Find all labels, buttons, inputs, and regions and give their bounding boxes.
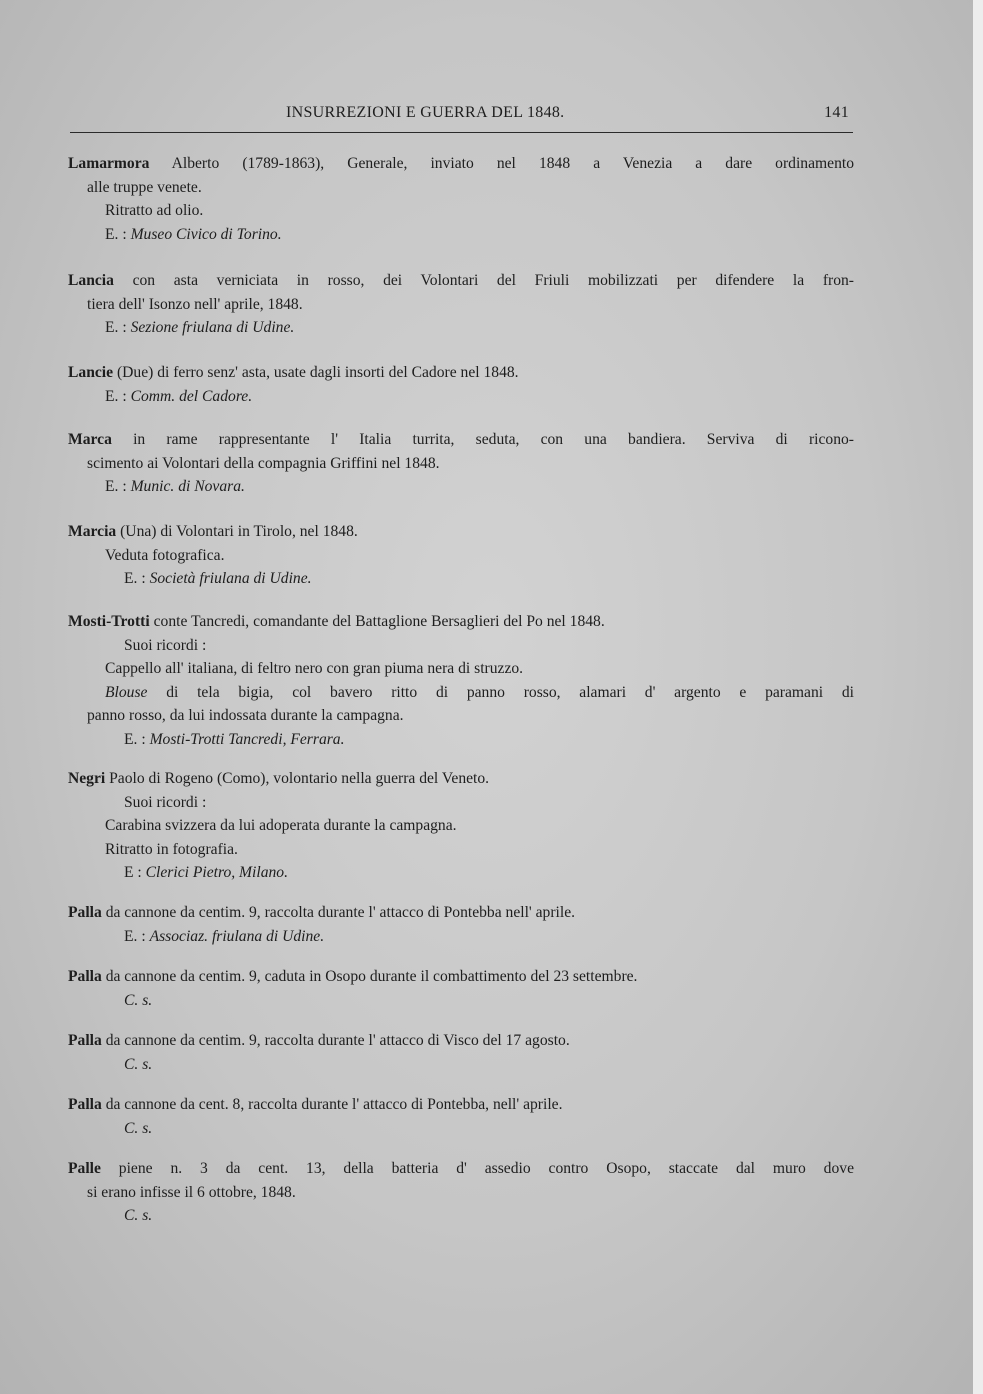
- running-title: INSURREZIONI E GUERRA DEL 1848.: [286, 104, 565, 121]
- catalog-entry: [68, 767, 854, 885]
- catalog-entry: [68, 269, 854, 340]
- page-number: 141: [824, 104, 849, 121]
- entry-text: (Una) di Volontari in Tirolo, nel 1848.: [116, 523, 358, 540]
- entry-item: Carabina svizzera da lui adoperata durante la campagna.: [105, 817, 457, 834]
- page-edge: [973, 0, 983, 1394]
- exhibitor-name: Munic. di Novara.: [130, 478, 245, 495]
- entry-line: [68, 1093, 854, 1117]
- entry-line: tiera dell' Isonzo nell' aprile, 1848.: [87, 295, 303, 313]
- catalog-entry: [68, 965, 854, 1012]
- entry-subline: Ritratto ad olio.: [105, 202, 204, 219]
- exhibitor-prefix: E. :: [124, 570, 150, 587]
- entry-line: [68, 361, 854, 385]
- entry-heading: Mosti-Trotti: [68, 613, 150, 630]
- exhibitor-name: Associaz. friulana di Udine.: [149, 927, 325, 945]
- exhibitor-line: [68, 728, 854, 752]
- catalog-entry: [68, 1029, 854, 1076]
- entry-heading: Palle: [68, 1160, 101, 1177]
- exhibitor-prefix: E :: [124, 864, 146, 881]
- exhibitor-line: [68, 861, 854, 885]
- entry-line: scimento ai Volontari della compagnia Griffini nel 1848.: [87, 454, 440, 472]
- exhibitor-name: Comm. del Cadore.: [130, 387, 253, 405]
- running-header: [70, 104, 853, 128]
- entry-line: [68, 767, 854, 791]
- entry-line: [68, 428, 854, 452]
- entry-heading: Palla: [68, 1096, 102, 1113]
- catalog-entry: [68, 152, 854, 246]
- entry-line: [68, 965, 854, 989]
- catalog-entry: [68, 1093, 854, 1140]
- exhibitor-line: [68, 316, 854, 340]
- entry-line: [68, 901, 854, 925]
- entry-text: conte Tancredi, comandante del Battaglione Bersaglieri del Po nel 1848.: [149, 613, 605, 630]
- exhibitor-name: C. s.: [124, 1055, 153, 1073]
- entry-item: Ritratto in fotografia.: [105, 840, 238, 858]
- exhibitor-prefix: E. :: [105, 319, 131, 336]
- entry-text: da cannone da cent. 8, raccolta durante l' attacco di Pontebba, nell' aprile.: [101, 1096, 563, 1113]
- header-rule: [70, 132, 853, 133]
- catalog-entry: [68, 428, 854, 499]
- entry-line: [68, 610, 854, 634]
- exhibitor-line: [68, 989, 854, 1013]
- entry-heading: Palla: [68, 968, 102, 985]
- entry-text: in rame rappresentante l' Italia turrita, seduta, con una bandiera. Serviva di ricono-: [111, 431, 854, 448]
- entry-heading: Negri: [68, 770, 106, 787]
- exhibitor-prefix: E. :: [124, 927, 150, 945]
- entry-line: alle truppe venete.: [87, 178, 202, 196]
- exhibitor-prefix: E. :: [124, 730, 150, 748]
- entry-text: Alberto (1789-1863), Generale, inviato nel 1848 a Venezia a dare ordinamento: [149, 155, 854, 172]
- entry-line: [68, 520, 854, 544]
- entry-text: con asta verniciata in rosso, dei Volontari del Friuli mobilizzati per difendere la fron-: [113, 272, 854, 289]
- entry-heading: Lamarmora: [68, 155, 150, 172]
- exhibitor-line: [68, 1204, 854, 1228]
- entry-item-head: Blouse: [105, 683, 148, 701]
- entry-text: da cannone da centim. 9, raccolta durante l' attacco di Pontebba nell' aprile.: [101, 904, 576, 921]
- entry-heading: Lancia: [68, 272, 114, 289]
- catalog-entry: [68, 361, 854, 408]
- entry-text: da cannone da centim. 9, caduta in Osopo durante il combattimento del 23 settembre.: [101, 968, 638, 985]
- exhibitor-line: [68, 223, 854, 247]
- exhibitor-line: [68, 475, 854, 499]
- exhibitor-name: Sezione friulana di Udine.: [130, 319, 295, 336]
- entry-line: [68, 269, 854, 293]
- entry-line: [68, 1157, 854, 1181]
- exhibitor-name: Museo Civico di Torino.: [130, 225, 282, 243]
- entry-heading: Lancie: [68, 364, 114, 381]
- catalog-entry: [68, 901, 854, 948]
- entry-item-text: di tela bigia, col bavero ritto di panno rosso, alamari d' argento e paramani di: [147, 683, 854, 701]
- entry-heading: Marca: [68, 431, 112, 448]
- entry-subline: Veduta fotografica.: [105, 546, 225, 564]
- entry-text: Paolo di Rogeno (Como), volontario nella guerra del Veneto.: [105, 770, 490, 787]
- exhibitor-line: [68, 1053, 854, 1077]
- exhibitor-line: [68, 567, 854, 591]
- exhibitor-name: Mosti-Trotti Tancredi, Ferrara.: [149, 730, 345, 748]
- entry-heading: Palla: [68, 1032, 102, 1049]
- catalog-entry: [68, 520, 854, 591]
- entry-text: da cannone da centim. 9, raccolta durante l' attacco di Visco del 17 agosto.: [101, 1032, 570, 1049]
- exhibitor-line: [68, 1117, 854, 1141]
- entry-line: [68, 152, 854, 176]
- entry-heading: Marcia: [68, 523, 117, 540]
- exhibitor-line: [68, 925, 854, 949]
- exhibitor-name: C. s.: [124, 1207, 153, 1224]
- exhibitor-prefix: E. :: [105, 387, 131, 405]
- catalog-entry: [68, 1157, 854, 1228]
- entry-line: si erano infisse il 6 ottobre, 1848.: [87, 1183, 296, 1201]
- exhibitor-name: C. s.: [124, 991, 153, 1009]
- entry-text: (Due) di ferro senz' asta, usate dagli insorti del Cadore nel 1848.: [113, 364, 519, 381]
- entry-subline: Suoi ricordi :: [124, 636, 207, 654]
- exhibitor-prefix: E. :: [105, 225, 131, 243]
- catalog-entry: [68, 610, 854, 751]
- exhibitor-prefix: E. :: [105, 478, 131, 495]
- exhibitor-name: Società friulana di Udine.: [149, 570, 312, 587]
- entry-heading: Palla: [68, 904, 102, 921]
- entry-item: [68, 681, 854, 705]
- entry-subline: Suoi ricordi :: [124, 793, 207, 811]
- entry-line: [68, 1029, 854, 1053]
- exhibitor-line: [68, 385, 854, 409]
- exhibitor-name: Clerici Pietro, Milano.: [145, 864, 289, 881]
- entry-item: panno rosso, da lui indossata durante la campagna.: [87, 707, 404, 724]
- exhibitor-name: C. s.: [124, 1119, 153, 1137]
- entry-text: piene n. 3 da cent. 13, della batteria d' assedio contro Osopo, staccate dal muro dove: [100, 1160, 854, 1177]
- entry-item: Cappello all' italiana, di feltro nero con gran piuma nera di struzzo.: [105, 660, 524, 677]
